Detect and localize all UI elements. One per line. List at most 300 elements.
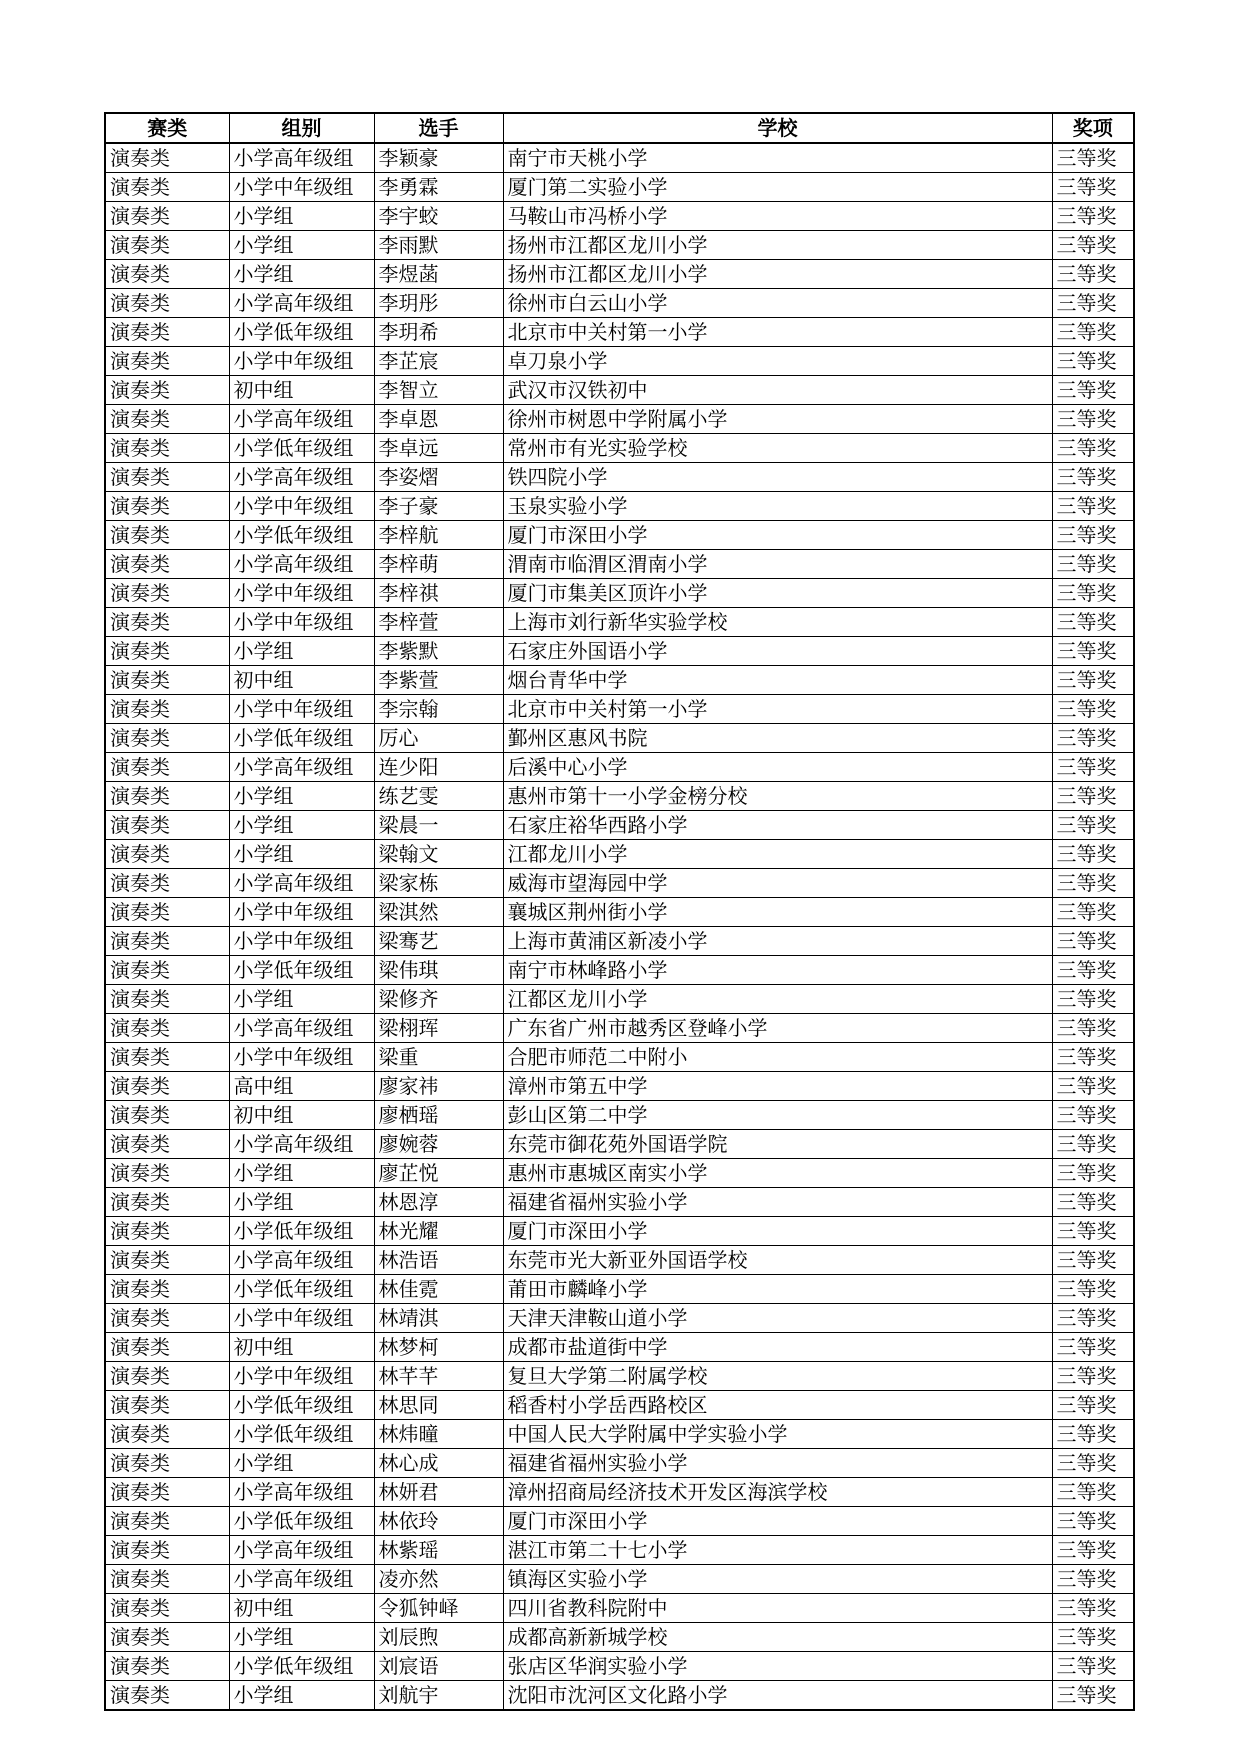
cell-school: 渭南市临渭区渭南小学	[503, 550, 1052, 579]
table-row	[105, 666, 1134, 695]
cell-contestant: 厉心	[374, 724, 503, 753]
cell-category: 演奏类	[105, 637, 229, 666]
cell-award: 三等奖	[1052, 637, 1134, 666]
cell-award: 三等奖	[1052, 1507, 1134, 1536]
cell-category: 演奏类	[105, 1449, 229, 1478]
cell-award: 三等奖	[1052, 1275, 1134, 1304]
cell-group: 小学高年级组	[229, 289, 374, 318]
cell-group: 小学高年级组	[229, 1536, 374, 1565]
cell-group: 小学组	[229, 231, 374, 260]
cell-group: 初中组	[229, 666, 374, 695]
cell-award: 三等奖	[1052, 1391, 1134, 1420]
cell-school: 漳州招商局经济技术开发区海滨学校	[503, 1478, 1052, 1507]
cell-category: 演奏类	[105, 1217, 229, 1246]
cell-group: 小学低年级组	[229, 434, 374, 463]
cell-group: 小学中年级组	[229, 579, 374, 608]
cell-school: 福建省福州实验小学	[503, 1188, 1052, 1217]
cell-award: 三等奖	[1052, 1652, 1134, 1681]
cell-contestant: 李梓萌	[374, 550, 503, 579]
cell-group: 小学组	[229, 840, 374, 869]
table-row	[105, 1449, 1134, 1478]
cell-award: 三等奖	[1052, 811, 1134, 840]
cell-award: 三等奖	[1052, 579, 1134, 608]
cell-contestant: 梁晨一	[374, 811, 503, 840]
cell-award: 三等奖	[1052, 521, 1134, 550]
cell-category: 演奏类	[105, 1333, 229, 1362]
cell-award: 三等奖	[1052, 927, 1134, 956]
cell-school: 玉泉实验小学	[503, 492, 1052, 521]
cell-group: 小学高年级组	[229, 1478, 374, 1507]
table-row	[105, 898, 1134, 927]
table-row	[105, 869, 1134, 898]
table-row	[105, 289, 1134, 318]
cell-school: 威海市望海园中学	[503, 869, 1052, 898]
cell-school: 广东省广州市越秀区登峰小学	[503, 1014, 1052, 1043]
cell-group: 小学低年级组	[229, 1652, 374, 1681]
cell-school: 四川省教科院附中	[503, 1594, 1052, 1623]
cell-contestant: 梁淇然	[374, 898, 503, 927]
cell-school: 江都龙川小学	[503, 840, 1052, 869]
cell-school: 北京市中关村第一小学	[503, 695, 1052, 724]
cell-contestant: 林紫瑶	[374, 1536, 503, 1565]
table-row	[105, 1188, 1134, 1217]
cell-category: 演奏类	[105, 202, 229, 231]
cell-contestant: 李雨默	[374, 231, 503, 260]
cell-school: 卓刀泉小学	[503, 347, 1052, 376]
cell-category: 演奏类	[105, 376, 229, 405]
cell-group: 小学中年级组	[229, 1304, 374, 1333]
table-row	[105, 1014, 1134, 1043]
cell-group: 小学高年级组	[229, 143, 374, 173]
cell-category: 演奏类	[105, 231, 229, 260]
cell-category: 演奏类	[105, 1652, 229, 1681]
table-row	[105, 927, 1134, 956]
cell-contestant: 李勇霖	[374, 173, 503, 202]
cell-category: 演奏类	[105, 1014, 229, 1043]
cell-contestant: 梁重	[374, 1043, 503, 1072]
cell-group: 小学高年级组	[229, 550, 374, 579]
cell-category: 演奏类	[105, 1594, 229, 1623]
table-row	[105, 637, 1134, 666]
cell-award: 三等奖	[1052, 1681, 1134, 1711]
cell-school: 厦门市深田小学	[503, 1217, 1052, 1246]
cell-category: 演奏类	[105, 1130, 229, 1159]
cell-group: 小学低年级组	[229, 1275, 374, 1304]
cell-group: 小学低年级组	[229, 318, 374, 347]
cell-category: 演奏类	[105, 666, 229, 695]
cell-group: 小学中年级组	[229, 608, 374, 637]
cell-contestant: 林炜曈	[374, 1420, 503, 1449]
cell-school: 北京市中关村第一小学	[503, 318, 1052, 347]
cell-category: 演奏类	[105, 260, 229, 289]
cell-category: 演奏类	[105, 1043, 229, 1072]
cell-school: 莆田市麟峰小学	[503, 1275, 1052, 1304]
table-row	[105, 202, 1134, 231]
cell-contestant: 刘航宇	[374, 1681, 503, 1711]
table-row	[105, 608, 1134, 637]
cell-contestant: 李卓恩	[374, 405, 503, 434]
table-row	[105, 405, 1134, 434]
cell-category: 演奏类	[105, 1304, 229, 1333]
cell-school: 鄞州区惠风书院	[503, 724, 1052, 753]
cell-award: 三等奖	[1052, 173, 1134, 202]
cell-contestant: 林梦柯	[374, 1333, 503, 1362]
header-award: 奖项	[1052, 113, 1134, 143]
cell-category: 演奏类	[105, 1159, 229, 1188]
cell-category: 演奏类	[105, 1246, 229, 1275]
cell-group: 初中组	[229, 1101, 374, 1130]
cell-category: 演奏类	[105, 434, 229, 463]
cell-contestant: 李梓萱	[374, 608, 503, 637]
cell-category: 演奏类	[105, 1391, 229, 1420]
cell-contestant: 李梓航	[374, 521, 503, 550]
cell-category: 演奏类	[105, 1536, 229, 1565]
table-row	[105, 1623, 1134, 1652]
table-row	[105, 492, 1134, 521]
header-group: 组别	[229, 113, 374, 143]
cell-award: 三等奖	[1052, 1101, 1134, 1130]
cell-school: 天津天津鞍山道小学	[503, 1304, 1052, 1333]
table-body	[105, 143, 1134, 1710]
cell-contestant: 刘辰煦	[374, 1623, 503, 1652]
cell-award: 三等奖	[1052, 1217, 1134, 1246]
cell-award: 三等奖	[1052, 1246, 1134, 1275]
cell-award: 三等奖	[1052, 1536, 1134, 1565]
cell-school: 石家庄外国语小学	[503, 637, 1052, 666]
cell-award: 三等奖	[1052, 405, 1134, 434]
cell-award: 三等奖	[1052, 1565, 1134, 1594]
header-row	[105, 113, 1134, 143]
cell-group: 小学组	[229, 1449, 374, 1478]
cell-contestant: 林靖淇	[374, 1304, 503, 1333]
table-row	[105, 1478, 1134, 1507]
cell-school: 中国人民大学附属中学实验小学	[503, 1420, 1052, 1449]
table-row	[105, 1159, 1134, 1188]
cell-contestant: 练艺雯	[374, 782, 503, 811]
table-row	[105, 1391, 1134, 1420]
cell-school: 惠州市第十一小学金榜分校	[503, 782, 1052, 811]
table-row	[105, 1536, 1134, 1565]
cell-contestant: 李宇蛟	[374, 202, 503, 231]
cell-category: 演奏类	[105, 985, 229, 1014]
cell-category: 演奏类	[105, 318, 229, 347]
cell-award: 三等奖	[1052, 1188, 1134, 1217]
cell-group: 小学低年级组	[229, 724, 374, 753]
cell-contestant: 李梓祺	[374, 579, 503, 608]
cell-group: 小学低年级组	[229, 1507, 374, 1536]
cell-award: 三等奖	[1052, 1130, 1134, 1159]
table-row	[105, 956, 1134, 985]
cell-category: 演奏类	[105, 347, 229, 376]
cell-award: 三等奖	[1052, 1362, 1134, 1391]
cell-group: 小学高年级组	[229, 463, 374, 492]
cell-award: 三等奖	[1052, 318, 1134, 347]
cell-award: 三等奖	[1052, 1333, 1134, 1362]
cell-school: 南宁市林峰路小学	[503, 956, 1052, 985]
table-row	[105, 1101, 1134, 1130]
cell-contestant: 刘宸语	[374, 1652, 503, 1681]
cell-category: 演奏类	[105, 1420, 229, 1449]
cell-category: 演奏类	[105, 550, 229, 579]
table-row	[105, 434, 1134, 463]
cell-group: 小学中年级组	[229, 927, 374, 956]
table-row	[105, 521, 1134, 550]
cell-group: 小学组	[229, 782, 374, 811]
cell-category: 演奏类	[105, 1507, 229, 1536]
cell-category: 演奏类	[105, 405, 229, 434]
cell-award: 三等奖	[1052, 1014, 1134, 1043]
cell-group: 小学组	[229, 202, 374, 231]
cell-group: 小学组	[229, 1188, 374, 1217]
table-row	[105, 811, 1134, 840]
table-row	[105, 318, 1134, 347]
cell-group: 初中组	[229, 376, 374, 405]
cell-group: 初中组	[229, 1594, 374, 1623]
cell-award: 三等奖	[1052, 1420, 1134, 1449]
cell-group: 小学低年级组	[229, 1420, 374, 1449]
table-header	[105, 113, 1134, 143]
cell-award: 三等奖	[1052, 753, 1134, 782]
cell-award: 三等奖	[1052, 985, 1134, 1014]
cell-contestant: 李卓远	[374, 434, 503, 463]
table-row	[105, 782, 1134, 811]
cell-award: 三等奖	[1052, 202, 1134, 231]
table-row	[105, 579, 1134, 608]
cell-school: 厦门市深田小学	[503, 521, 1052, 550]
cell-category: 演奏类	[105, 782, 229, 811]
cell-school: 厦门市深田小学	[503, 1507, 1052, 1536]
cell-group: 小学高年级组	[229, 1130, 374, 1159]
table-row	[105, 1652, 1134, 1681]
cell-group: 小学高年级组	[229, 1014, 374, 1043]
table-row	[105, 1594, 1134, 1623]
cell-school: 武汉市汉铁初中	[503, 376, 1052, 405]
cell-category: 演奏类	[105, 811, 229, 840]
cell-contestant: 梁家栋	[374, 869, 503, 898]
cell-category: 演奏类	[105, 521, 229, 550]
cell-school: 稻香村小学岳西路校区	[503, 1391, 1052, 1420]
cell-group: 高中组	[229, 1072, 374, 1101]
cell-award: 三等奖	[1052, 1072, 1134, 1101]
cell-school: 后溪中心小学	[503, 753, 1052, 782]
cell-award: 三等奖	[1052, 1304, 1134, 1333]
cell-contestant: 林心成	[374, 1449, 503, 1478]
cell-award: 三等奖	[1052, 782, 1134, 811]
cell-contestant: 林浩语	[374, 1246, 503, 1275]
cell-school: 成都市盐道街中学	[503, 1333, 1052, 1362]
cell-group: 小学高年级组	[229, 1565, 374, 1594]
cell-category: 演奏类	[105, 1188, 229, 1217]
cell-school: 铁四院小学	[503, 463, 1052, 492]
cell-category: 演奏类	[105, 1565, 229, 1594]
cell-category: 演奏类	[105, 1101, 229, 1130]
cell-group: 小学中年级组	[229, 173, 374, 202]
cell-category: 演奏类	[105, 579, 229, 608]
cell-award: 三等奖	[1052, 608, 1134, 637]
cell-category: 演奏类	[105, 724, 229, 753]
cell-award: 三等奖	[1052, 869, 1134, 898]
cell-contestant: 连少阳	[374, 753, 503, 782]
cell-award: 三等奖	[1052, 695, 1134, 724]
cell-award: 三等奖	[1052, 289, 1134, 318]
table-row	[105, 695, 1134, 724]
cell-school: 彭山区第二中学	[503, 1101, 1052, 1130]
cell-award: 三等奖	[1052, 550, 1134, 579]
cell-contestant: 廖芷悦	[374, 1159, 503, 1188]
cell-group: 小学组	[229, 985, 374, 1014]
cell-school: 漳州市第五中学	[503, 1072, 1052, 1101]
cell-contestant: 梁栩珲	[374, 1014, 503, 1043]
cell-school: 江都区龙川小学	[503, 985, 1052, 1014]
cell-award: 三等奖	[1052, 666, 1134, 695]
cell-contestant: 李颖豪	[374, 143, 503, 173]
table-row	[105, 1565, 1134, 1594]
table-row	[105, 985, 1134, 1014]
cell-school: 马鞍山市冯桥小学	[503, 202, 1052, 231]
table-row	[105, 376, 1134, 405]
table-row	[105, 347, 1134, 376]
cell-group: 小学中年级组	[229, 898, 374, 927]
cell-award: 三等奖	[1052, 143, 1134, 173]
cell-group: 小学组	[229, 1623, 374, 1652]
cell-contestant: 林妍君	[374, 1478, 503, 1507]
cell-group: 小学中年级组	[229, 347, 374, 376]
header-category: 赛类	[105, 113, 229, 143]
cell-contestant: 李芷宸	[374, 347, 503, 376]
cell-school: 南宁市天桃小学	[503, 143, 1052, 173]
cell-school: 徐州市树恩中学附属小学	[503, 405, 1052, 434]
table-row	[105, 1507, 1134, 1536]
cell-award: 三等奖	[1052, 1478, 1134, 1507]
table-row	[105, 463, 1134, 492]
cell-category: 演奏类	[105, 927, 229, 956]
cell-category: 演奏类	[105, 173, 229, 202]
cell-group: 小学中年级组	[229, 1043, 374, 1072]
cell-contestant: 李紫默	[374, 637, 503, 666]
cell-group: 小学低年级组	[229, 956, 374, 985]
cell-contestant: 廖栖瑶	[374, 1101, 503, 1130]
cell-category: 演奏类	[105, 840, 229, 869]
table-row	[105, 724, 1134, 753]
cell-award: 三等奖	[1052, 492, 1134, 521]
table-row	[105, 1246, 1134, 1275]
cell-group: 小学高年级组	[229, 405, 374, 434]
table-row	[105, 550, 1134, 579]
cell-award: 三等奖	[1052, 840, 1134, 869]
table-row	[105, 753, 1134, 782]
cell-contestant: 林思同	[374, 1391, 503, 1420]
cell-category: 演奏类	[105, 695, 229, 724]
cell-category: 演奏类	[105, 1275, 229, 1304]
cell-school: 扬州市江都区龙川小学	[503, 260, 1052, 289]
cell-school: 厦门第二实验小学	[503, 173, 1052, 202]
table-row	[105, 1420, 1134, 1449]
cell-category: 演奏类	[105, 143, 229, 173]
award-table	[104, 112, 1135, 1711]
cell-category: 演奏类	[105, 753, 229, 782]
cell-group: 小学中年级组	[229, 492, 374, 521]
cell-school: 惠州市惠城区南实小学	[503, 1159, 1052, 1188]
table-row	[105, 1681, 1134, 1711]
cell-group: 小学组	[229, 260, 374, 289]
cell-group: 小学组	[229, 1681, 374, 1711]
cell-category: 演奏类	[105, 869, 229, 898]
cell-contestant: 林恩淳	[374, 1188, 503, 1217]
cell-group: 小学低年级组	[229, 521, 374, 550]
cell-award: 三等奖	[1052, 1594, 1134, 1623]
table-row	[105, 143, 1134, 173]
cell-school: 徐州市白云山小学	[503, 289, 1052, 318]
table-row	[105, 1043, 1134, 1072]
cell-contestant: 李玥希	[374, 318, 503, 347]
cell-school: 东莞市御花苑外国语学院	[503, 1130, 1052, 1159]
cell-school: 上海市刘行新华实验学校	[503, 608, 1052, 637]
cell-category: 演奏类	[105, 898, 229, 927]
cell-category: 演奏类	[105, 463, 229, 492]
cell-school: 张店区华润实验小学	[503, 1652, 1052, 1681]
cell-contestant: 廖家祎	[374, 1072, 503, 1101]
cell-award: 三等奖	[1052, 1449, 1134, 1478]
cell-group: 小学组	[229, 1159, 374, 1188]
cell-award: 三等奖	[1052, 1159, 1134, 1188]
cell-award: 三等奖	[1052, 376, 1134, 405]
cell-contestant: 令狐钟峄	[374, 1594, 503, 1623]
table-row	[105, 260, 1134, 289]
cell-school: 湛江市第二十七小学	[503, 1536, 1052, 1565]
cell-school: 襄城区荆州街小学	[503, 898, 1052, 927]
cell-award: 三等奖	[1052, 434, 1134, 463]
cell-group: 小学组	[229, 811, 374, 840]
cell-school: 复旦大学第二附属学校	[503, 1362, 1052, 1391]
cell-contestant: 梁翰文	[374, 840, 503, 869]
cell-contestant: 凌亦然	[374, 1565, 503, 1594]
cell-contestant: 李紫萱	[374, 666, 503, 695]
cell-award: 三等奖	[1052, 724, 1134, 753]
table-row	[105, 1072, 1134, 1101]
cell-award: 三等奖	[1052, 347, 1134, 376]
cell-award: 三等奖	[1052, 463, 1134, 492]
cell-award: 三等奖	[1052, 260, 1134, 289]
cell-school: 东莞市光大新亚外国语学校	[503, 1246, 1052, 1275]
cell-category: 演奏类	[105, 1072, 229, 1101]
cell-school: 扬州市江都区龙川小学	[503, 231, 1052, 260]
table-row	[105, 840, 1134, 869]
table-row	[105, 1304, 1134, 1333]
cell-category: 演奏类	[105, 1478, 229, 1507]
cell-category: 演奏类	[105, 608, 229, 637]
cell-group: 小学中年级组	[229, 1362, 374, 1391]
cell-category: 演奏类	[105, 1362, 229, 1391]
cell-contestant: 梁骞艺	[374, 927, 503, 956]
cell-category: 演奏类	[105, 956, 229, 985]
cell-contestant: 李煜菡	[374, 260, 503, 289]
cell-school: 厦门市集美区顶许小学	[503, 579, 1052, 608]
cell-school: 福建省福州实验小学	[503, 1449, 1052, 1478]
cell-contestant: 林佳霓	[374, 1275, 503, 1304]
cell-group: 小学组	[229, 637, 374, 666]
cell-school: 成都高新新城学校	[503, 1623, 1052, 1652]
table-row	[105, 1275, 1134, 1304]
header-contestant: 选手	[374, 113, 503, 143]
cell-group: 小学低年级组	[229, 1217, 374, 1246]
cell-award: 三等奖	[1052, 1623, 1134, 1652]
cell-group: 小学高年级组	[229, 1246, 374, 1275]
cell-award: 三等奖	[1052, 1043, 1134, 1072]
table-row	[105, 173, 1134, 202]
cell-group: 小学高年级组	[229, 869, 374, 898]
table-row	[105, 1362, 1134, 1391]
cell-category: 演奏类	[105, 289, 229, 318]
